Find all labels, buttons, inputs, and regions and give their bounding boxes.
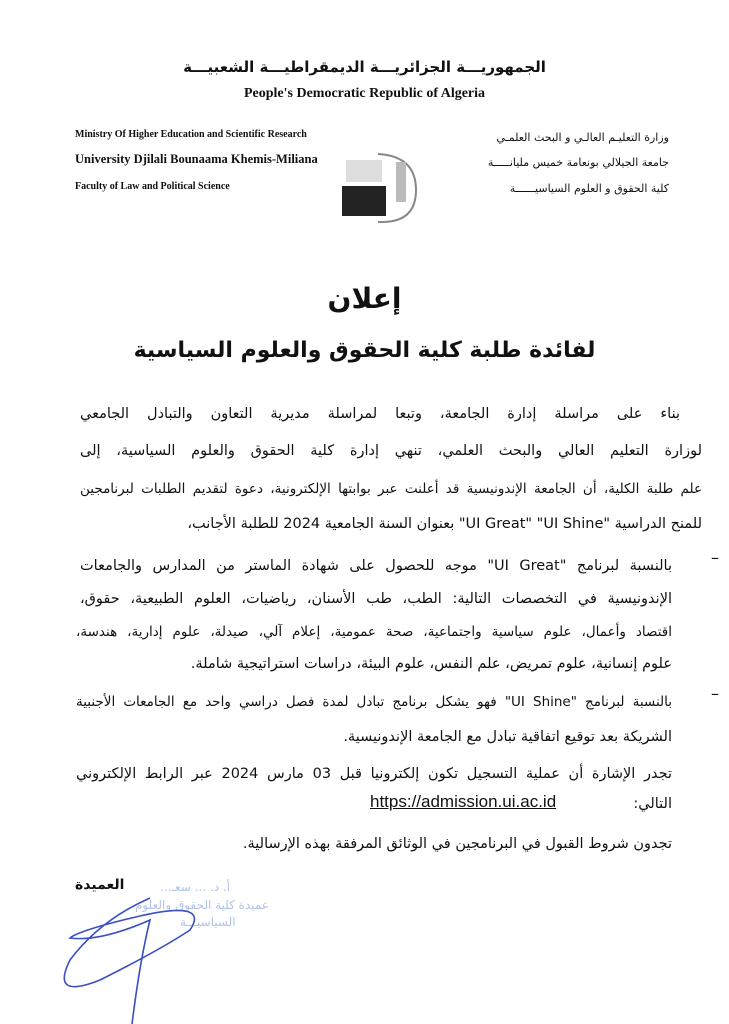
registration-text: تجدر الإشارة أن عملية التسجيل تكون إلكترونيا قبل 03 مارس 2024 عبر الرابط الإلكتروني: [76, 766, 672, 782]
paragraph-line: للمنح الدراسية "UI Great" "UI Shine" بعنوان السنة الجامعية 2024 للطلبة الأجانب،: [187, 516, 702, 532]
page-subtitle: لفائدة طلبة كلية الحقوق والعلوم السياسية: [133, 338, 596, 363]
link-label: التالي:: [633, 796, 672, 812]
bullet-line: بالنسبة لبرنامج "UI Shine" فهو يشكل برنامج تبادل لمدة فصل دراسي واحد مع الجامعات الأجنبية: [76, 694, 672, 710]
university-ar: جامعة الجيلالي بونعامة خميس مليانـــــة: [487, 156, 669, 169]
faculty-en: Faculty of Law and Political Science: [75, 181, 230, 192]
handwritten-signature: [40, 880, 200, 1024]
bullet-line: علوم إنسانية، علوم تمريض، علم النفس، علوم البيئة، دراسات استراتيجية شاملة.: [190, 656, 672, 672]
university-en: University Djilali Bounaama Khemis-Miliana: [75, 152, 318, 166]
university-logo: [338, 150, 420, 226]
bullet-line: الإندونيسية في التخصصات التالية: الطب، طب الأسنان، رياضيات، العلوم الطبيعية، حقوق،: [80, 591, 672, 607]
dean-title: العميدة: [75, 877, 125, 893]
country-name-english: People's Democratic Republic of Algeria: [243, 86, 486, 101]
bullet-line: بالنسبة لبرنامج "UI Great" موجه للحصول على شهادة الماستر من المدارس والجامعات: [80, 558, 672, 574]
ministry-en: Ministry Of Higher Education and Scientific Research: [75, 129, 307, 140]
country-name-arabic: الجمهوريـــة الجزائريـــة الديمقراطيـــة الشعبيـــة: [183, 58, 546, 76]
paragraph-line: لوزارة التعليم العالي والبحث العلمي، تنهي إدارة كلية الحقوق والعلوم السياسية، إلى: [80, 443, 702, 459]
page-title: إعلان: [327, 282, 402, 315]
paragraph-line: بناء على مراسلة إدارة الجامعة، وتبعا لمراسلة مديرية التعاون والتبادل الجامعي: [80, 406, 680, 422]
ministry-ar: وزارة التعليـم العالـي و البحث العلمـي: [496, 131, 669, 144]
faculty-ar: كلية الحقوق و العلوم السياسيــــــة: [509, 182, 669, 195]
stamp-line: أ. د. ... سعـ...: [160, 880, 230, 894]
bullet-dash: –: [711, 548, 719, 567]
bullet-line: اقتصاد وأعمال، علوم سياسية واجتماعية، صحة عمومية، إعلام آلي، صيدلة، علوم إدارية، هندسة،: [76, 624, 672, 640]
bullet-line: الشريكة بعد توقيع اتفاقية تبادل مع الجامعة الإندونيسية.: [343, 729, 672, 745]
stamp-line: السياسيـــة: [180, 915, 236, 929]
bullet-dash: –: [711, 684, 719, 703]
paragraph-line: علم طلبة الكلية، أن الجامعة الإندونيسية قد أعلنت عبر بوابتها الإلكترونية، دعوة لتقديم الطلبات لبرنامجين: [80, 481, 702, 497]
admission-link[interactable]: https://admission.ui.ac.id: [370, 792, 557, 811]
conditions-text: تجدون شروط القبول في البرنامجين في الوثائق المرفقة بهذه الإرسالية.: [242, 836, 672, 852]
stamp-line: عميدة كلية الحقوق والعلوم: [135, 898, 269, 912]
